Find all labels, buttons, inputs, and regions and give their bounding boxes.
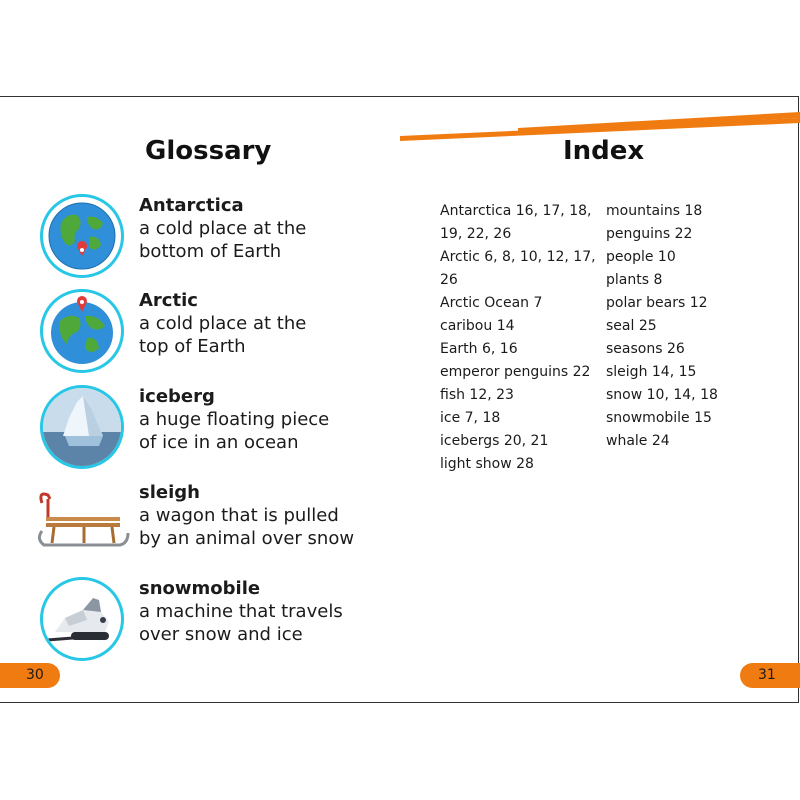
index-entry: seasons 26 (606, 341, 685, 357)
page-number-right: 31 (740, 663, 800, 688)
glossary-term: snowmobile (139, 578, 261, 599)
globe-north-pin-icon (40, 289, 124, 373)
index-entry: plants 8 (606, 272, 663, 288)
index-entry: emperor penguins 22 (440, 364, 591, 380)
index-entry: Arctic 6, 8, 10, 12, 17, 26 (440, 249, 596, 288)
index-entry: mountains 18 (606, 203, 703, 219)
index-entry: Antarctica 16, 17, 18, 19, 22, 26 (440, 203, 592, 242)
glossary-entry-arctic (40, 289, 380, 379)
index-entry: Earth 6, 16 (440, 341, 518, 357)
sleigh-icon (40, 481, 124, 565)
glossary-entry-antarctica (40, 194, 380, 284)
index-entry: polar bears 12 (606, 295, 708, 311)
index-entry: seal 25 (606, 318, 657, 334)
glossary-definition: a huge floating piece of ice in an ocean (139, 409, 330, 453)
glossary-term: Antarctica (139, 195, 244, 216)
index-entry: snowmobile 15 (606, 410, 712, 426)
index-title: Index (563, 136, 645, 166)
glossary-definition: a wagon that is pulled by an animal over snow (139, 505, 355, 549)
glossary-entry-sleigh (40, 481, 380, 571)
index-entry: Arctic Ocean 7 (440, 295, 543, 311)
index-entry: people 10 (606, 249, 676, 265)
index-entry: whale 24 (606, 433, 670, 449)
glossary-definition: a cold place at the top of Earth (139, 313, 307, 357)
index-entry: caribou 14 (440, 318, 515, 334)
globe-south-pin-icon (40, 194, 124, 278)
glossary-definition: a cold place at the bottom of Earth (139, 218, 307, 262)
index-entry: penguins 22 (606, 226, 693, 242)
index-entry: fish 12, 23 (440, 387, 514, 403)
index-entry: ice 7, 18 (440, 410, 501, 426)
glossary-entry-iceberg (40, 385, 380, 475)
glossary-definition: a machine that travels over snow and ice (139, 601, 343, 645)
glossary-title: Glossary (145, 136, 272, 166)
iceberg-icon (40, 385, 124, 469)
index-column-2 (606, 200, 776, 453)
glossary-term: sleigh (139, 482, 200, 503)
snowmobile-icon (40, 577, 124, 661)
index-entry: light show 28 (440, 456, 534, 472)
glossary-term: iceberg (139, 386, 215, 407)
index-entry: snow 10, 14, 18 (606, 387, 718, 403)
page-number-left: 30 (0, 663, 60, 688)
index-entry: sleigh 14, 15 (606, 364, 697, 380)
glossary-entry-snowmobile (40, 577, 380, 667)
index-column-1 (440, 200, 600, 476)
glossary-term: Arctic (139, 290, 198, 311)
index-entry: icebergs 20, 21 (440, 433, 549, 449)
